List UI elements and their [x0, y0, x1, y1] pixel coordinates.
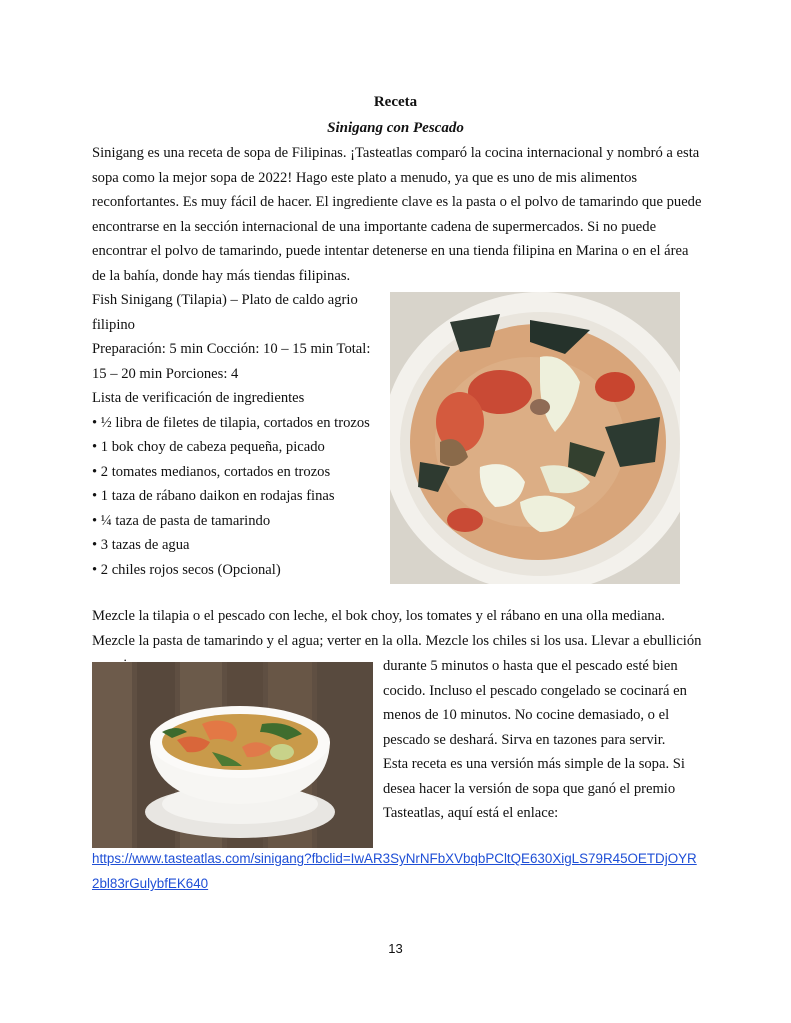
ingredient-item: • 1 bok choy de cabeza pequeña, picado: [92, 439, 325, 455]
soup-bowl-illustration: [390, 292, 680, 584]
timing-info: Preparación: 5 min Cocción: 10 – 15 min Total: 15 – 20 min Porciones: 4: [92, 341, 371, 382]
method-line: menos de 10 minutos. No cocine demasiado, o el: [383, 707, 670, 723]
dish-title: Fish Sinigang (Tilapia) – Plato de caldo agrio filipino: [92, 292, 358, 333]
ingredient-item: • ½ libra de filetes de tilapia, cortados en trozos: [92, 414, 370, 431]
page-number: 13: [388, 941, 403, 956]
method-line: desea hacer la versión de sopa que ganó el premio: [383, 780, 676, 797]
shrimp-soup-photo: [92, 662, 373, 848]
method-line: pescado se deshará. Sirva en tazones para servir.: [383, 731, 666, 748]
method-line: Esta receta es una versión más simple de la sopa. Si: [383, 756, 685, 772]
method-continued: [383, 654, 703, 826]
ingredient-item: • 3 tazas de agua: [92, 537, 190, 553]
method-line: durante 5 minutos o hasta que el pescado esté bien: [383, 658, 678, 674]
tasteatlas-link[interactable]: https://www.tasteatlas.com/sinigang?fbclid=IwAR3SyNrNFbXVbqbPCltQE630XigLS79R45OETDjOYR2bl83rGulybfEK640: [92, 851, 697, 891]
ingredient-item: • 1 taza de rábano daikon en rodajas finas: [92, 488, 335, 504]
soup-bowl-photo: [390, 292, 680, 584]
shrimp-soup-illustration: [92, 662, 373, 848]
ingredient-item: • ¼ taza de pasta de tamarindo: [92, 512, 271, 529]
ingredients-heading: Lista de verificación de ingredientes: [92, 390, 305, 406]
ingredient-item: • 2 tomates medianos, cortados en trozos: [92, 463, 331, 480]
intro-paragraph: Sinigang es una receta de sopa de Filipinas. ¡Tasteatlas comparó la cocina internacional y nombró a esta sopa como la mejor sopa de 2022! Hago este plato a menudo, ya que es uno de mis alimentos reconfortantes. Es muy fácil de hacer. El ingrediente clave es la pasta o el polvo de tamarindo que puede encontrarse en la sección internacional de una importante cadena de supermercados. Si no puede encontrar el polvo de tamarindo, puede intentar detenerse en una tienda filipina en Marina o en el área de la bahía, donde hay más tiendas filipinas.: [92, 145, 702, 284]
ingredient-item: • 2 chiles rojos secos (Opcional): [92, 561, 281, 578]
method-line: Tasteatlas, aquí está el enlace:: [383, 805, 559, 821]
method-paragraph: Mezcle la tilapia o el pescado con leche, el bok choy, los tomates y el rábano en una olla mediana. Mezcle la pasta de tamarindo y el agua; verter en la olla. Mezcle los chiles si los usa. Llevar a ebullición: [92, 608, 702, 649]
recipe-subtitle: Sinigang con Pescado: [327, 120, 464, 136]
method-line: cocido. Incluso el pescado congelado se cocinará en: [383, 682, 687, 699]
page-heading: Receta: [373, 94, 418, 110]
ingredients-column: [92, 288, 382, 582]
